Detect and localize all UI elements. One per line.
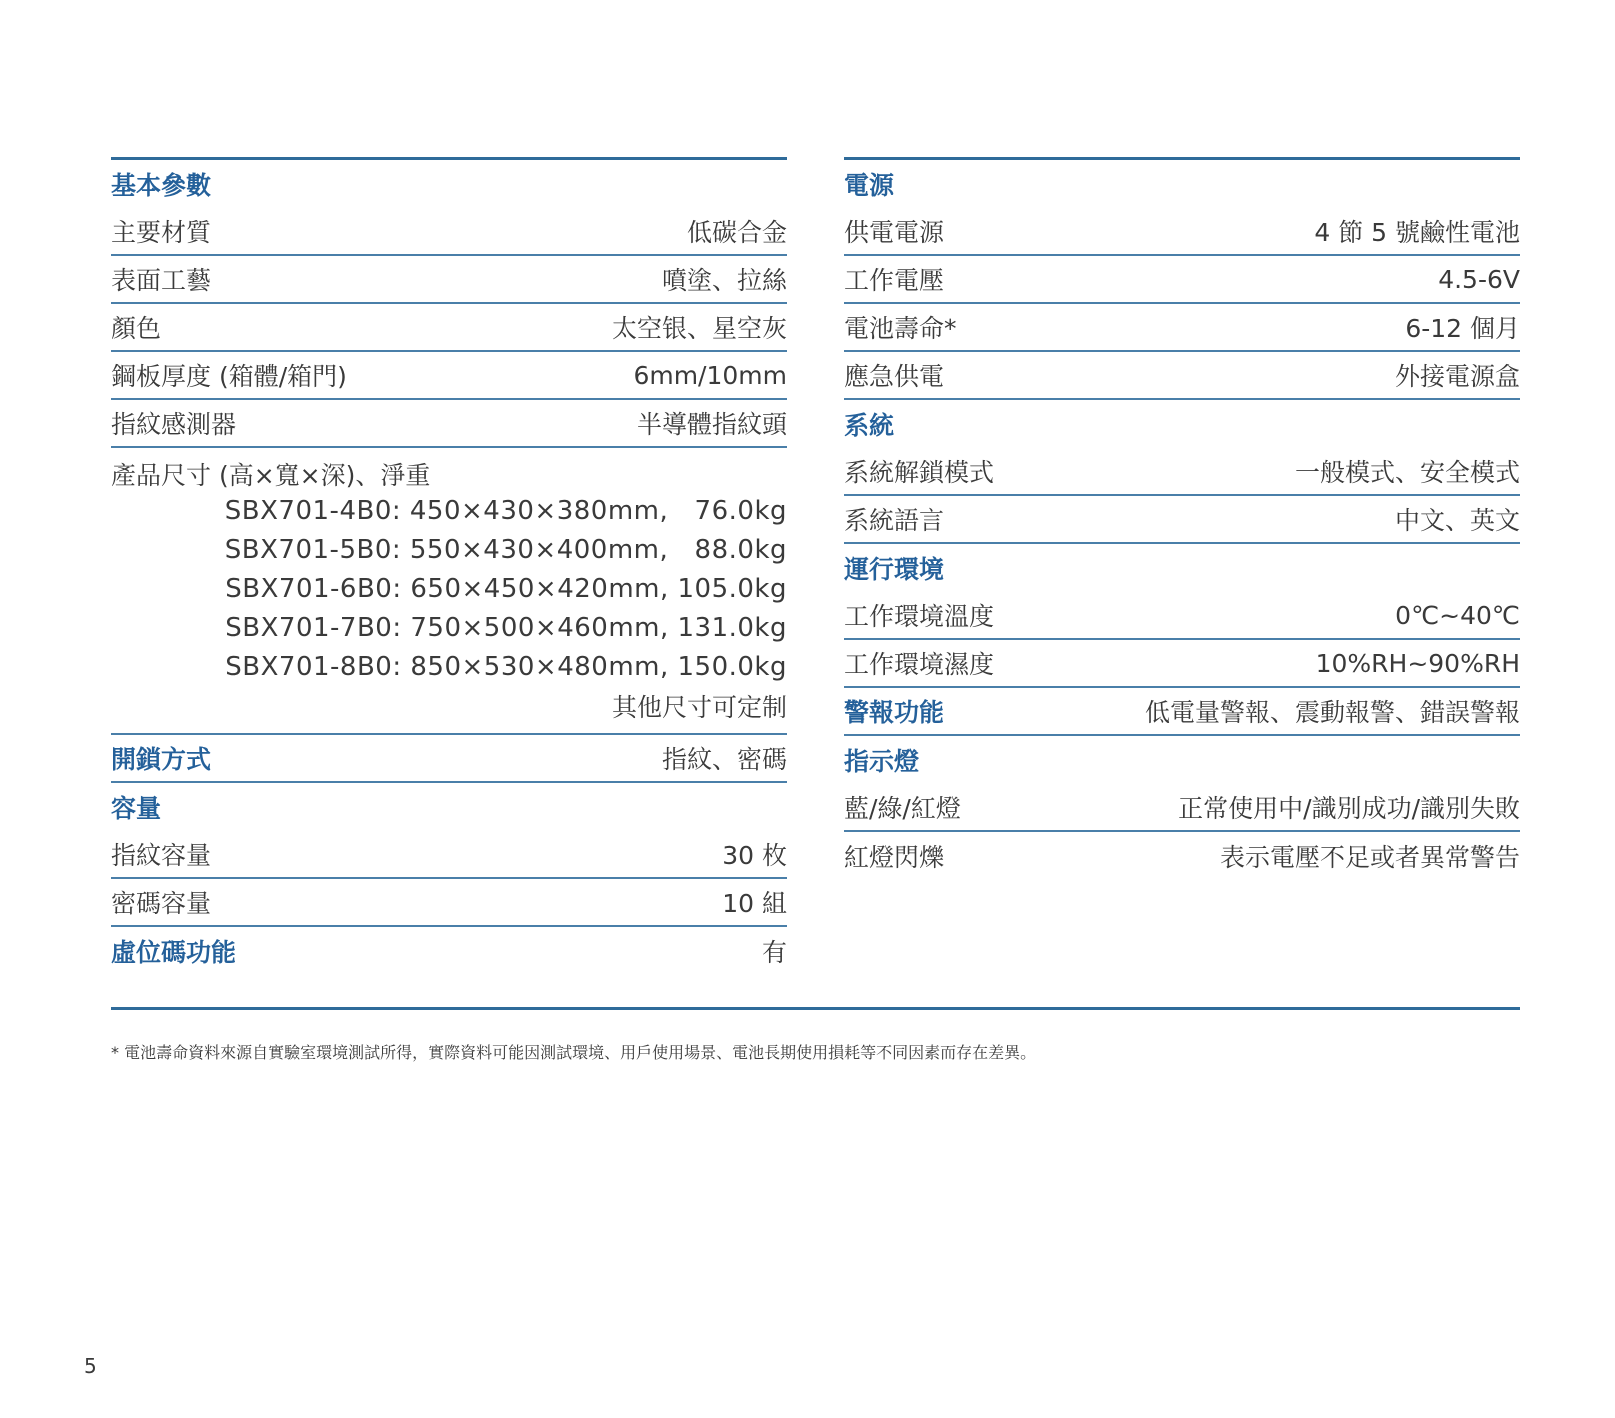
bottom-divider — [111, 1007, 1520, 1010]
section-header-environment — [844, 544, 1520, 592]
spec-row — [111, 256, 787, 304]
spec-row — [111, 208, 787, 256]
dimensions-line: SBX701-7B0: 750×500×460mm, 131.0kg — [225, 613, 787, 643]
spec-label: 警報功能 — [844, 698, 945, 727]
section-header-power — [844, 160, 1520, 208]
spec-label: 表面工藝 — [111, 266, 212, 295]
spec-label: 密碼容量 — [111, 889, 212, 918]
section-title: 指示燈 — [844, 747, 920, 776]
spec-value: 有 — [761, 938, 787, 967]
spec-value: 6mm/10mm — [633, 360, 787, 390]
spec-value: 6-12 個月 — [1405, 314, 1520, 343]
section-title: 基本參數 — [111, 171, 212, 200]
spec-value: 4.5-6V — [1438, 264, 1520, 294]
spec-label: 鋼板厚度 (箱體/箱門) — [111, 362, 347, 391]
spec-value: 正常使用中/識別成功/識別失敗 — [1178, 794, 1520, 823]
spec-value: 4 節 5 號鹼性電池 — [1314, 218, 1520, 247]
section-header-system — [844, 400, 1520, 448]
spec-label: 指紋容量 — [111, 841, 212, 870]
section-header-basic — [111, 160, 787, 208]
spec-value: 太空银、星空灰 — [611, 314, 787, 343]
spec-row-virtual-code — [111, 927, 787, 975]
section-header-capacity — [111, 783, 787, 831]
dimensions-line: SBX701-6B0: 650×450×420mm, 105.0kg — [225, 574, 787, 604]
spec-label: 工作電壓 — [844, 266, 945, 295]
dimensions-note: 其他尺寸可定制 — [611, 693, 787, 722]
section-title: 系統 — [844, 411, 895, 440]
spec-value: 0℃~40℃ — [1395, 600, 1520, 630]
spec-row — [844, 496, 1520, 544]
spec-label: 電池壽命* — [844, 314, 957, 343]
spec-label: 開鎖方式 — [111, 745, 212, 774]
spec-row — [111, 304, 787, 352]
dimensions-line: SBX701-4B0: 450×430×380mm, 76.0kg — [224, 496, 787, 526]
spec-label: 系統解鎖模式 — [844, 458, 995, 487]
spec-row — [111, 831, 787, 879]
spec-column-right — [844, 157, 1520, 880]
spec-value: 10 組 — [722, 889, 787, 918]
spec-row — [844, 352, 1520, 400]
spec-label: 工作環境濕度 — [844, 650, 995, 679]
spec-row — [844, 640, 1520, 688]
footnote: * 電池壽命資料來源自實驗室環境測試所得，實際資料可能因測試環境、用戶使用場景、電池長期使用損耗等不同因素而存在差異。 — [111, 1043, 1037, 1062]
spec-value: 低碳合金 — [686, 218, 787, 247]
spec-column-left — [111, 157, 787, 975]
spec-row — [111, 400, 787, 448]
section-title: 運行環境 — [844, 555, 945, 584]
spec-label: 虛位碼功能 — [111, 938, 237, 967]
section-title: 電源 — [844, 171, 895, 200]
spec-label: 工作環境溫度 — [844, 602, 995, 631]
spec-label: 顏色 — [111, 314, 162, 343]
spec-row — [844, 832, 1520, 880]
spec-label: 供電電源 — [844, 218, 945, 247]
spec-value: 一般模式、安全模式 — [1294, 458, 1520, 487]
spec-label: 紅燈閃爍 — [844, 843, 945, 872]
dimensions-line: SBX701-5B0: 550×430×400mm, 88.0kg — [224, 535, 787, 565]
spec-row — [844, 448, 1520, 496]
spec-row — [111, 352, 787, 400]
section-header-indicator — [844, 736, 1520, 784]
spec-row — [844, 256, 1520, 304]
spec-value: 半導體指紋頭 — [636, 410, 787, 439]
spec-row — [844, 784, 1520, 832]
spec-label: 應急供電 — [844, 362, 945, 391]
dimensions-line: SBX701-8B0: 850×530×480mm, 150.0kg — [225, 652, 787, 682]
spec-label: 藍/綠/紅燈 — [844, 794, 961, 823]
spec-row-alarm — [844, 688, 1520, 736]
spec-row — [844, 304, 1520, 352]
spec-value: 10%RH~90%RH — [1315, 648, 1520, 678]
spec-row — [844, 592, 1520, 640]
spec-row-unlock — [111, 735, 787, 783]
dimensions-title: 產品尺寸 (高×寬×深)、淨重 — [111, 461, 431, 490]
spec-value: 指紋、密碼 — [661, 745, 787, 774]
spec-value: 外接電源盒 — [1394, 362, 1520, 391]
spec-value: 中文、英文 — [1394, 506, 1520, 535]
spec-label: 系統語言 — [844, 506, 945, 535]
section-title: 容量 — [111, 794, 162, 823]
dimensions-block — [111, 448, 787, 735]
spec-row — [111, 879, 787, 927]
spec-value: 30 枚 — [722, 841, 787, 870]
spec-label: 主要材質 — [111, 218, 212, 247]
spec-label: 指紋感測器 — [111, 410, 237, 439]
spec-row — [844, 208, 1520, 256]
spec-value: 低電量警報、震動報警、錯誤警報 — [1144, 698, 1520, 727]
page-number: 5 — [84, 1354, 97, 1378]
spec-value: 表示電壓不足或者異常警告 — [1219, 843, 1520, 872]
spec-value: 噴塗、拉絲 — [661, 266, 787, 295]
